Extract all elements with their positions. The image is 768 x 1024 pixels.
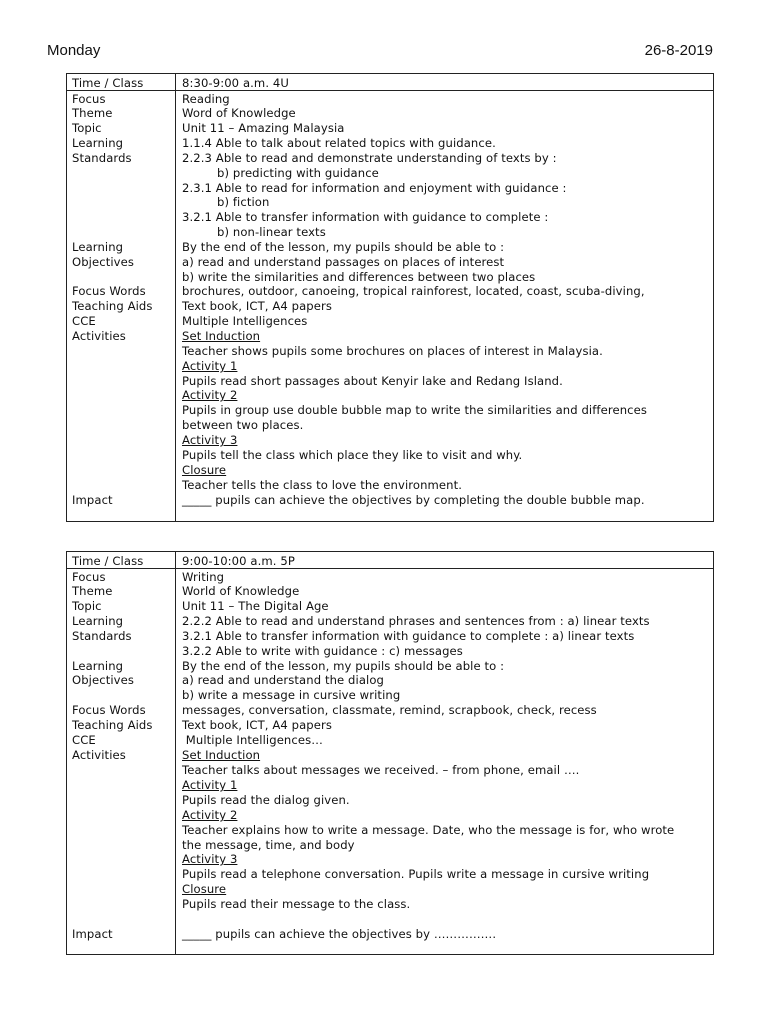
activity-line: Pupils in group use double bubble map to write the similarities and differences bbox=[182, 403, 647, 417]
activity-line: Teacher explains how to write a message. Date, who the message is for, who wrote bbox=[182, 823, 675, 837]
activity-line: the message, time, and body bbox=[182, 838, 355, 852]
activity-heading: Closure bbox=[182, 463, 227, 477]
teaching-aids-value: Text book, ICT, A4 papers bbox=[182, 299, 332, 313]
objective-line: b) write the similarities and differences between two places bbox=[182, 270, 536, 284]
standard-line: 3.2.1 Able to transfer information with guidance to complete : bbox=[182, 210, 549, 224]
learning-standards-label: Standards bbox=[72, 629, 132, 643]
activity-line: Teacher shows pupils some brochures on places of interest in Malaysia. bbox=[182, 344, 603, 358]
standard-line: 1.1.4 Able to talk about related topics with guidance. bbox=[182, 136, 496, 150]
column-divider bbox=[175, 552, 176, 954]
focus-value: Reading bbox=[182, 92, 230, 106]
topic-value: Unit 11 – The Digital Age bbox=[182, 599, 329, 613]
activity-heading: Closure bbox=[182, 882, 227, 896]
activity-heading: Activity 3 bbox=[182, 433, 238, 447]
activity-line: Teacher tells the class to love the environment. bbox=[182, 478, 463, 492]
theme-label: Theme bbox=[72, 584, 113, 598]
header-row-divider bbox=[67, 568, 713, 569]
time-class-label: Time / Class bbox=[72, 76, 144, 90]
learning-standards-label: Standards bbox=[72, 151, 132, 165]
focus-words-label: Focus Words bbox=[72, 703, 146, 717]
cce-label: CCE bbox=[72, 314, 96, 328]
activity-heading: Activity 3 bbox=[182, 852, 238, 866]
learning-standards-label: Learning bbox=[72, 614, 124, 628]
theme-value: Word of Knowledge bbox=[182, 106, 296, 120]
topic-value: Unit 11 – Amazing Malaysia bbox=[182, 121, 345, 135]
activity-line: Pupils read the dialog given. bbox=[182, 793, 350, 807]
activity-heading: Activity 2 bbox=[182, 808, 238, 822]
learning-standards-label: Learning bbox=[72, 136, 124, 150]
objective-line: a) read and understand the dialog bbox=[182, 673, 385, 687]
theme-value: World of Knowledge bbox=[182, 584, 300, 598]
focus-label: Focus bbox=[72, 92, 106, 106]
activity-line: between two places. bbox=[182, 418, 304, 432]
theme-label: Theme bbox=[72, 106, 113, 120]
teaching-aids-label: Teaching Aids bbox=[72, 718, 153, 732]
focus-words-value: messages, conversation, classmate, remind, scrapbook, check, recess bbox=[182, 703, 597, 717]
activities-label: Activities bbox=[72, 329, 126, 343]
time-class-value: 9:00-10:00 a.m. 5P bbox=[182, 554, 295, 568]
activities-label: Activities bbox=[72, 748, 126, 762]
standard-line: b) fiction bbox=[217, 195, 270, 209]
activity-line: Teacher talks about messages we received. – from phone, email …. bbox=[182, 763, 580, 777]
header-row-divider bbox=[67, 90, 713, 91]
standard-line: 2.3.1 Able to read for information and enjoyment with guidance : bbox=[182, 181, 567, 195]
learning-objectives-label: Objectives bbox=[72, 255, 135, 269]
activity-heading: Activity 2 bbox=[182, 388, 238, 402]
column-divider bbox=[175, 74, 176, 521]
topic-label: Topic bbox=[72, 599, 102, 613]
standard-line: 3.2.1 Able to transfer information with guidance to complete : a) linear texts bbox=[182, 629, 635, 643]
cce-value: Multiple Intelligences… bbox=[182, 733, 323, 747]
objective-line: b) write a message in cursive writing bbox=[182, 688, 401, 702]
topic-label: Topic bbox=[72, 121, 102, 135]
cce-label: CCE bbox=[72, 733, 96, 747]
activity-line: Pupils read short passages about Kenyir lake and Redang Island. bbox=[182, 374, 563, 388]
standard-line: b) non-linear texts bbox=[217, 225, 326, 239]
activity-line: Pupils read a telephone conversation. Pupils write a message in cursive writing bbox=[182, 867, 650, 881]
day-label: Monday bbox=[47, 42, 101, 59]
lesson-plan-2 bbox=[66, 551, 714, 955]
activity-heading: Activity 1 bbox=[182, 359, 238, 373]
learning-objectives-label: Learning bbox=[72, 240, 124, 254]
time-class-label: Time / Class bbox=[72, 554, 144, 568]
focus-label: Focus bbox=[72, 570, 106, 584]
teaching-aids-label: Teaching Aids bbox=[72, 299, 153, 313]
impact-label: Impact bbox=[72, 927, 113, 941]
teaching-aids-value: Text book, ICT, A4 papers bbox=[182, 718, 332, 732]
learning-objectives-label: Objectives bbox=[72, 673, 135, 687]
activity-heading: Set Induction bbox=[182, 329, 261, 343]
standard-line: 2.2.3 Able to read and demonstrate understanding of texts by : bbox=[182, 151, 557, 165]
standard-line: 2.2.2 Able to read and understand phrases and sentences from : a) linear texts bbox=[182, 614, 650, 628]
objective-line: By the end of the lesson, my pupils should be able to : bbox=[182, 659, 505, 673]
lesson-plan-1 bbox=[66, 73, 714, 522]
impact-value: _____ pupils can achieve the objectives by ……………. bbox=[182, 927, 497, 941]
activity-heading: Activity 1 bbox=[182, 778, 238, 792]
objective-line: a) read and understand passages on places of interest bbox=[182, 255, 505, 269]
focus-words-value: brochures, outdoor, canoeing, tropical rainforest, located, coast, scuba-diving, bbox=[182, 284, 645, 298]
cce-value: Multiple Intelligences bbox=[182, 314, 308, 328]
impact-value: _____ pupils can achieve the objectives by completing the double bubble map. bbox=[182, 493, 645, 507]
time-class-value: 8:30-9:00 a.m. 4U bbox=[182, 76, 289, 90]
activity-line: Pupils read their message to the class. bbox=[182, 897, 411, 911]
learning-objectives-label: Learning bbox=[72, 659, 124, 673]
focus-value: Writing bbox=[182, 570, 225, 584]
activity-heading: Set Induction bbox=[182, 748, 261, 762]
standard-line: 3.2.2 Able to write with guidance : c) messages bbox=[182, 644, 463, 658]
standard-line: b) predicting with guidance bbox=[217, 166, 379, 180]
date-label: 26-8-2019 bbox=[644, 42, 713, 59]
activity-line: Pupils tell the class which place they like to visit and why. bbox=[182, 448, 523, 462]
objective-line: By the end of the lesson, my pupils should be able to : bbox=[182, 240, 505, 254]
impact-label: Impact bbox=[72, 493, 113, 507]
focus-words-label: Focus Words bbox=[72, 284, 146, 298]
